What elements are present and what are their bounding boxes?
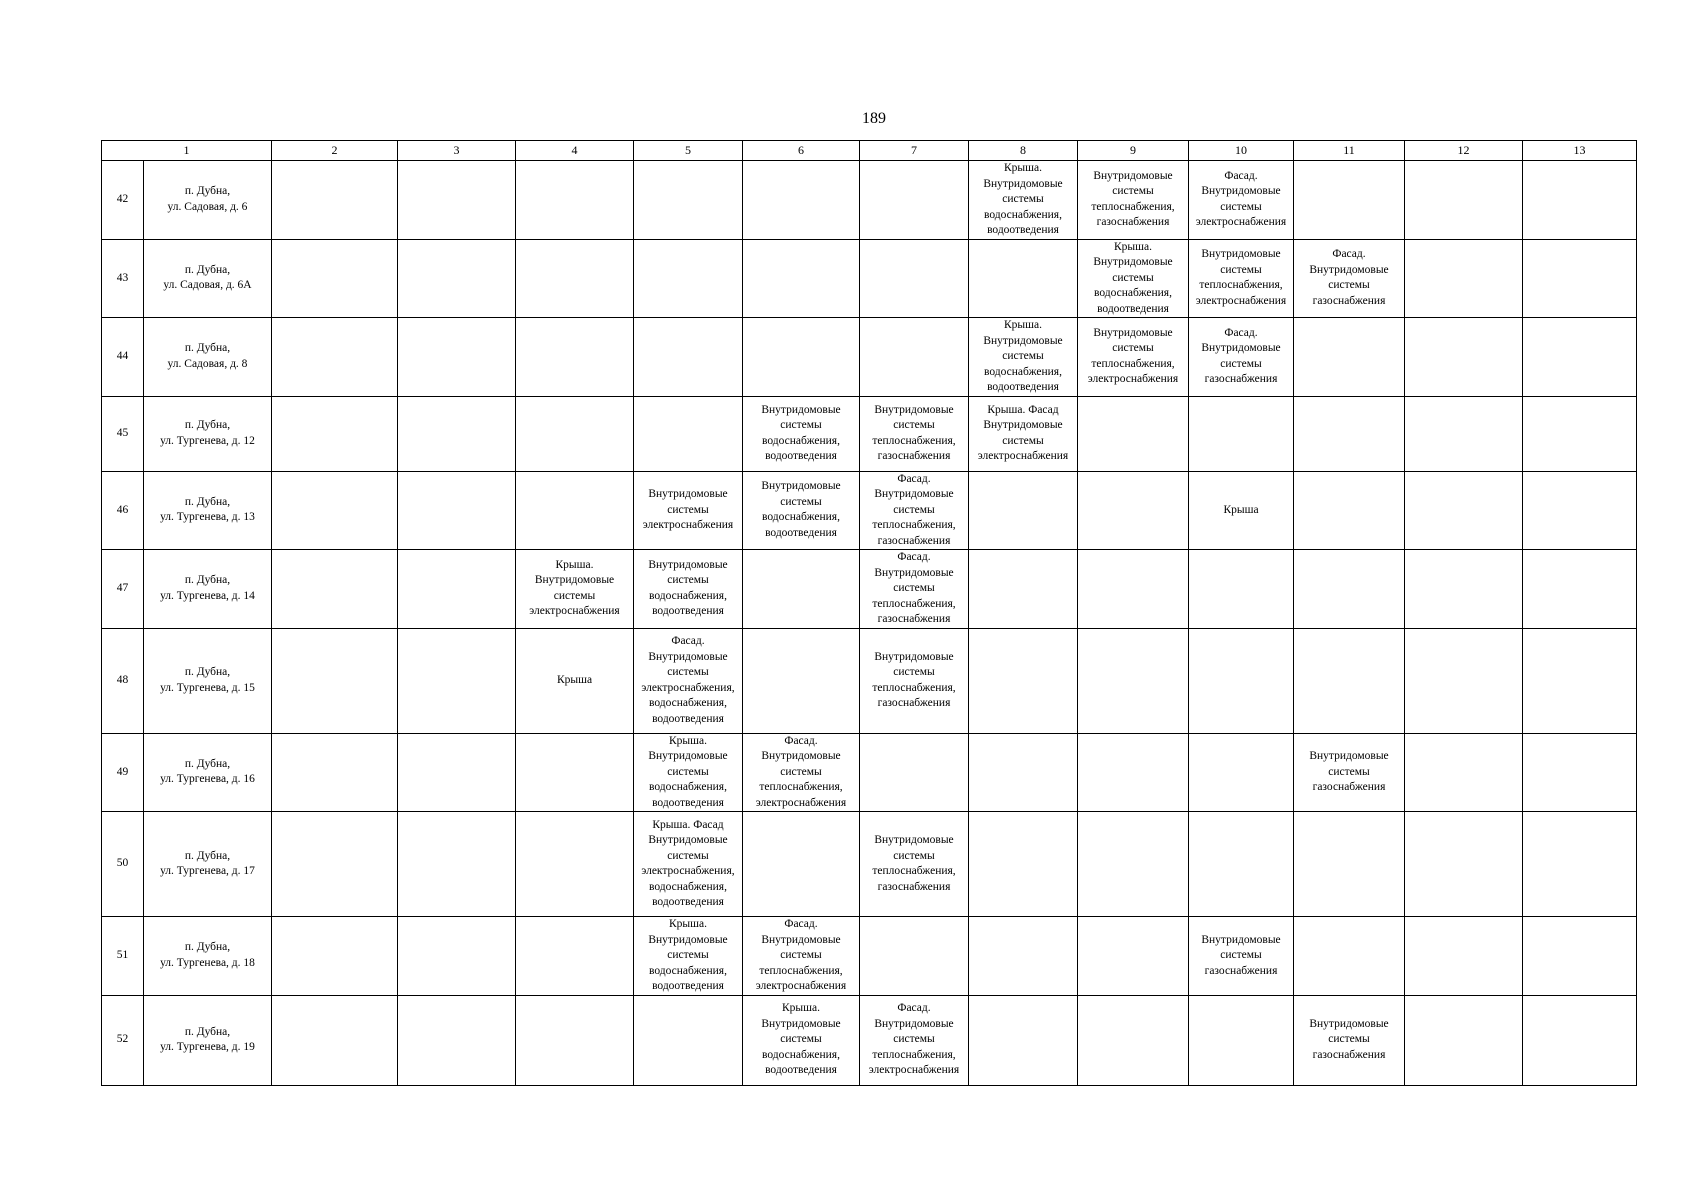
work-cell <box>969 628 1078 733</box>
work-cell <box>1405 917 1523 996</box>
work-cell <box>743 161 860 240</box>
work-cell: Внутридомовые системы газоснабжения <box>1294 733 1405 812</box>
work-cell <box>1078 733 1189 812</box>
row-number: 45 <box>102 396 144 471</box>
work-cell <box>398 995 516 1085</box>
address-cell: п. Дубна, ул. Тургенева, д. 19 <box>144 995 272 1085</box>
work-cell: Крыша. Фасад Внутридомовые системы электроснабжения <box>969 396 1078 471</box>
work-cell <box>1189 396 1294 471</box>
work-cell: Внутридомовые системы теплоснабжения, газоснабжения <box>1078 161 1189 240</box>
table-row <box>102 318 1637 397</box>
work-cell <box>1405 733 1523 812</box>
work-cell: Фасад. Внутридомовые системы теплоснабжения, газоснабжения <box>860 550 969 629</box>
work-cell <box>1523 318 1637 397</box>
work-cell <box>1523 550 1637 629</box>
work-cell: Внутридомовые системы газоснабжения <box>1189 917 1294 996</box>
work-cell <box>1294 917 1405 996</box>
table-row <box>102 733 1637 812</box>
row-number: 42 <box>102 161 144 240</box>
work-cell <box>398 628 516 733</box>
work-cell <box>860 917 969 996</box>
work-cell <box>634 396 743 471</box>
work-cell: Крыша. Внутридомовые системы электроснабжения <box>516 550 634 629</box>
work-cell <box>743 550 860 629</box>
work-cell <box>1294 628 1405 733</box>
work-cell <box>1405 995 1523 1085</box>
work-cell <box>272 733 398 812</box>
work-cell <box>398 917 516 996</box>
work-cell <box>272 812 398 917</box>
address-cell: п. Дубна, ул. Тургенева, д. 12 <box>144 396 272 471</box>
work-cell <box>1405 161 1523 240</box>
work-cell: Фасад. Внутридомовые системы теплоснабжения, электроснабжения <box>743 917 860 996</box>
work-cell: Внутридомовые системы теплоснабжения, электроснабжения <box>1189 239 1294 318</box>
column-header: 9 <box>1078 141 1189 161</box>
table-row <box>102 995 1637 1085</box>
work-cell: Фасад. Внутридомовые системы газоснабжения <box>1189 318 1294 397</box>
work-cell <box>743 318 860 397</box>
table-row <box>102 917 1637 996</box>
work-cell <box>743 628 860 733</box>
work-cell: Крыша. Внутридомовые системы водоснабжения, водоотведения <box>634 733 743 812</box>
work-cell <box>1294 318 1405 397</box>
work-cell: Внутридомовые системы теплоснабжения, газоснабжения <box>860 396 969 471</box>
column-header: 7 <box>860 141 969 161</box>
column-header: 3 <box>398 141 516 161</box>
work-cell: Внутридомовые системы теплоснабжения, газоснабжения <box>860 628 969 733</box>
work-cell <box>1523 628 1637 733</box>
header-row <box>102 141 1637 161</box>
work-cell <box>1078 550 1189 629</box>
table-row <box>102 471 1637 550</box>
work-cell <box>969 812 1078 917</box>
work-cell <box>1523 161 1637 240</box>
table-row <box>102 396 1637 471</box>
work-cell <box>398 396 516 471</box>
work-cell <box>969 239 1078 318</box>
work-cell <box>969 917 1078 996</box>
address-cell: п. Дубна, ул. Садовая, д. 8 <box>144 318 272 397</box>
table-row <box>102 239 1637 318</box>
column-header: 1 <box>102 141 272 161</box>
column-header: 11 <box>1294 141 1405 161</box>
work-cell <box>398 550 516 629</box>
address-cell: п. Дубна, ул. Тургенева, д. 18 <box>144 917 272 996</box>
work-cell <box>516 161 634 240</box>
work-cell <box>398 733 516 812</box>
work-cell: Внутридомовые системы водоснабжения, водоотведения <box>743 471 860 550</box>
work-cell <box>860 239 969 318</box>
address-cell: п. Дубна, ул. Тургенева, д. 17 <box>144 812 272 917</box>
work-cell <box>272 318 398 397</box>
work-cell: Внутридомовые системы водоснабжения, водоотведения <box>743 396 860 471</box>
work-cell: Внутридомовые системы теплоснабжения, газоснабжения <box>860 812 969 917</box>
work-cell <box>1189 550 1294 629</box>
work-cell: Фасад. Внутридомовые системы электроснабжения <box>1189 161 1294 240</box>
work-cell <box>398 812 516 917</box>
work-cell <box>1523 812 1637 917</box>
work-cell <box>1523 239 1637 318</box>
table-row <box>102 812 1637 917</box>
work-cell <box>1405 812 1523 917</box>
work-cell <box>516 733 634 812</box>
work-cell <box>272 628 398 733</box>
work-cell <box>272 239 398 318</box>
work-cell <box>1078 812 1189 917</box>
work-cell <box>516 995 634 1085</box>
row-number: 50 <box>102 812 144 917</box>
work-cell: Внутридомовые системы водоснабжения, водоотведения <box>634 550 743 629</box>
work-cell <box>743 812 860 917</box>
work-cell: Крыша. Внутридомовые системы водоснабжения, водоотведения <box>634 917 743 996</box>
work-cell: Крыша <box>1189 471 1294 550</box>
work-cell <box>1294 396 1405 471</box>
work-cell <box>1078 628 1189 733</box>
work-cell <box>272 550 398 629</box>
work-cell <box>272 161 398 240</box>
row-number: 49 <box>102 733 144 812</box>
column-header: 6 <box>743 141 860 161</box>
work-cell <box>516 917 634 996</box>
work-cell <box>1523 733 1637 812</box>
work-cell <box>743 239 860 318</box>
work-cell <box>969 471 1078 550</box>
address-cell: п. Дубна, ул. Тургенева, д. 16 <box>144 733 272 812</box>
work-cell <box>398 161 516 240</box>
work-cell <box>1294 161 1405 240</box>
column-header: 10 <box>1189 141 1294 161</box>
work-cell <box>398 239 516 318</box>
column-header: 8 <box>969 141 1078 161</box>
row-number: 43 <box>102 239 144 318</box>
work-cell <box>272 471 398 550</box>
work-cell <box>272 995 398 1085</box>
work-cell <box>1189 733 1294 812</box>
work-cell <box>1405 396 1523 471</box>
work-cell: Внутридомовые системы газоснабжения <box>1294 995 1405 1085</box>
row-number: 46 <box>102 471 144 550</box>
work-cell <box>1294 550 1405 629</box>
table-row <box>102 161 1637 240</box>
work-cell: Крыша. Внутридомовые системы водоснабжения, водоотведения <box>969 161 1078 240</box>
work-cell <box>1523 396 1637 471</box>
work-cell <box>1405 628 1523 733</box>
work-cell <box>516 812 634 917</box>
work-cell <box>860 733 969 812</box>
work-cell <box>1189 812 1294 917</box>
work-cell: Фасад. Внутридомовые системы теплоснабжения, электроснабжения <box>860 995 969 1085</box>
row-number: 52 <box>102 995 144 1085</box>
address-cell: п. Дубна, ул. Тургенева, д. 15 <box>144 628 272 733</box>
work-cell <box>969 733 1078 812</box>
work-cell: Крыша. Внутридомовые системы водоснабжения, водоотведения <box>969 318 1078 397</box>
work-cell: Крыша. Фасад Внутридомовые системы электроснабжения, водоснабжения, водоотведения <box>634 812 743 917</box>
work-cell <box>1078 396 1189 471</box>
work-cell <box>1294 812 1405 917</box>
work-cell <box>1405 550 1523 629</box>
schedule-table <box>101 140 1637 1086</box>
work-cell <box>1189 628 1294 733</box>
row-number: 47 <box>102 550 144 629</box>
work-cell: Крыша. Внутридомовые системы водоснабжения, водоотведения <box>1078 239 1189 318</box>
work-cell <box>272 917 398 996</box>
work-cell: Фасад. Внутридомовые системы теплоснабжения, электроснабжения <box>743 733 860 812</box>
work-cell <box>516 318 634 397</box>
work-cell <box>634 995 743 1085</box>
work-cell <box>516 239 634 318</box>
work-cell <box>860 161 969 240</box>
work-cell <box>1523 995 1637 1085</box>
work-cell <box>516 396 634 471</box>
work-cell <box>1523 917 1637 996</box>
work-cell <box>398 471 516 550</box>
column-header: 12 <box>1405 141 1523 161</box>
work-cell <box>1405 318 1523 397</box>
work-cell <box>969 995 1078 1085</box>
column-header: 4 <box>516 141 634 161</box>
work-cell <box>1523 471 1637 550</box>
address-cell: п. Дубна, ул. Тургенева, д. 14 <box>144 550 272 629</box>
work-cell <box>398 318 516 397</box>
work-cell <box>969 550 1078 629</box>
work-cell: Фасад. Внутридомовые системы теплоснабжения, газоснабжения <box>860 471 969 550</box>
work-cell <box>860 318 969 397</box>
page-number: 189 <box>862 110 886 127</box>
column-header: 13 <box>1523 141 1637 161</box>
work-cell <box>1078 471 1189 550</box>
work-cell <box>1405 239 1523 318</box>
work-cell <box>516 471 634 550</box>
address-cell: п. Дубна, ул. Садовая, д. 6 <box>144 161 272 240</box>
work-cell: Фасад. Внутридомовые системы электроснабжения, водоснабжения, водоотведения <box>634 628 743 733</box>
table-row <box>102 550 1637 629</box>
work-cell <box>634 239 743 318</box>
column-header: 2 <box>272 141 398 161</box>
work-cell <box>1078 995 1189 1085</box>
address-cell: п. Дубна, ул. Тургенева, д. 13 <box>144 471 272 550</box>
work-cell <box>1405 471 1523 550</box>
column-header: 5 <box>634 141 743 161</box>
work-cell <box>634 318 743 397</box>
work-cell: Внутридомовые системы теплоснабжения, электроснабжения <box>1078 318 1189 397</box>
work-cell <box>634 161 743 240</box>
row-number: 44 <box>102 318 144 397</box>
work-cell: Крыша. Внутридомовые системы водоснабжения, водоотведения <box>743 995 860 1085</box>
work-cell <box>1294 471 1405 550</box>
table-row <box>102 628 1637 733</box>
work-cell <box>1078 917 1189 996</box>
address-cell: п. Дубна, ул. Садовая, д. 6А <box>144 239 272 318</box>
work-cell <box>272 396 398 471</box>
work-cell: Фасад. Внутридомовые системы газоснабжения <box>1294 239 1405 318</box>
work-cell: Крыша <box>516 628 634 733</box>
row-number: 51 <box>102 917 144 996</box>
work-cell <box>1189 995 1294 1085</box>
work-cell: Внутридомовые системы электроснабжения <box>634 471 743 550</box>
row-number: 48 <box>102 628 144 733</box>
